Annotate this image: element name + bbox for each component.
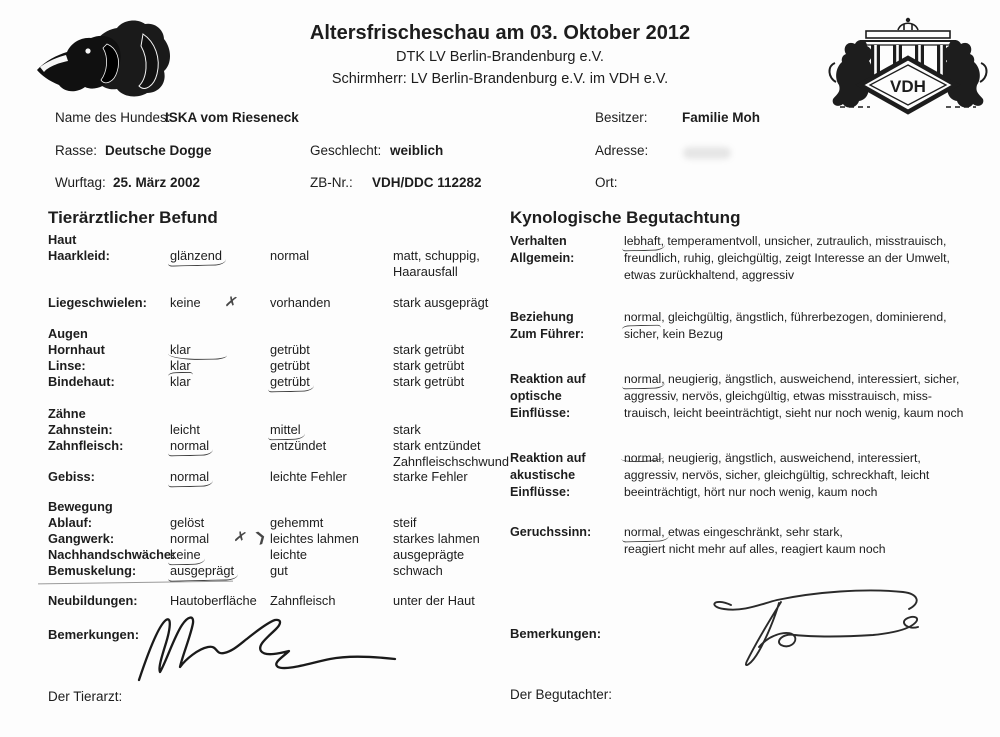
wurftag-value: 25. März 2002 [113, 175, 201, 190]
handwritten-x-mark: ✗ [223, 292, 240, 313]
name-label: Name des Hundes: [55, 110, 171, 125]
option-cell: leichte Fehler [270, 469, 347, 484]
text-segment: kein Bezug [659, 327, 723, 342]
option-cell: starke Fehler [393, 469, 468, 484]
entry-label: Verhalten [510, 234, 567, 248]
option-cell: normal [170, 469, 210, 484]
befund-row-gangwerk [48, 527, 510, 548]
entry-label: Einflüsse: [510, 485, 571, 499]
bemerkungen-label: Bemerkungen: [48, 627, 140, 642]
option-cell: stark getrübt [393, 374, 465, 389]
geschlecht-label: Geschlecht: [310, 143, 382, 158]
befund-row-gebiss [48, 469, 510, 485]
option-cell: getrübt [270, 342, 310, 357]
befund-row-neubildungen [48, 593, 510, 609]
entry-text-line [624, 233, 990, 250]
option-cell: stark entzündet Zahnfleischschwund [393, 438, 509, 469]
befund-row-bemuskelung [48, 563, 510, 579]
option-cell: klar [170, 374, 191, 389]
option-cell: leichtes lahmen [270, 531, 359, 546]
marked-word: sicher, [624, 327, 660, 342]
befund-row-zahnfleisch [48, 438, 510, 469]
text-segment: , neugierig, ängstlich, ausweichend, interessiert, sicher, [661, 372, 960, 386]
entry-text-line: etwas zurückhaltend, aggressiv [624, 268, 795, 283]
begutachter-label: Der Begutachter: [510, 687, 613, 702]
befund-row-zahnstein [48, 422, 510, 438]
befund-row-haarkleid [48, 248, 510, 279]
option-cell: entzündet [270, 438, 327, 453]
heading-zaehne: Zähne [48, 406, 86, 421]
name-value: ISKA vom Rieseneck [165, 110, 299, 125]
text-segment: , neugierig, ängstlich, ausweichend, interessiert, [661, 451, 921, 465]
option-cell: ausgeprägte [393, 547, 465, 562]
entry-text-line [624, 524, 990, 541]
row-label: Haarkleid: [48, 248, 110, 263]
begutachtung-title: Kynologische Begutachtung [510, 208, 741, 227]
option-cell: gehemmt [270, 515, 324, 530]
entry-label: akustische [510, 468, 576, 482]
row-label: Ablauf: [48, 515, 93, 530]
rasse-label: Rasse: [55, 143, 98, 158]
document-title: Altersfrischeschau am 03. Oktober 2012 [309, 22, 691, 44]
befund-row-bindehaut [48, 374, 510, 390]
befund-row-ablauf [48, 515, 510, 531]
befund-row-linse [48, 358, 510, 374]
befund-title: Tierärztlicher Befund [48, 208, 218, 227]
option-cell: stark ausgeprägt [393, 295, 489, 310]
begutachter-signature [665, 575, 955, 670]
befund-row-nachhandschwaeche [48, 547, 510, 563]
option-cell: gut [270, 563, 288, 578]
zbnr-value: VDH/DDC 112282 [372, 175, 482, 190]
row-label: Gangwerk: [48, 531, 115, 546]
entry-text-line: trauisch, leicht beeinträchtigt, sieht nur noch wenig, kaum noch [624, 406, 964, 421]
wurftag-label: Wurftag: [55, 175, 106, 190]
document-subtitle-2: Schirmherr: LV Berlin-Brandenburg e.V. im VDH e.V. [331, 71, 669, 87]
besitzer-value: Familie Moh [682, 110, 761, 125]
entry-label: Geruchssinn: [510, 525, 592, 539]
row-label: Zahnstein: [48, 422, 113, 437]
entry-geruchssinn [510, 524, 990, 558]
option-cell: getrübt [270, 358, 310, 373]
row-label: Neubildungen: [48, 593, 138, 608]
entry-verhalten [510, 233, 990, 285]
option-cell: ausgeprägt [170, 563, 235, 578]
row-label: Gebiss: [48, 469, 95, 484]
option-cell: starkes lahmen [393, 531, 480, 546]
entry-text-line: freundlich, ruhig, gleichgültig, zeigt Interesse an der Umwelt, [624, 251, 950, 266]
option-cell: keine [170, 547, 201, 562]
heading-augen: Augen [48, 326, 88, 341]
entry-optische-einfluesse [510, 371, 990, 423]
text-segment: etwas eingeschränkt, sehr stark, [664, 525, 843, 539]
befund-row-hornhaut [48, 342, 510, 358]
option-cell: keine [170, 295, 201, 310]
entry-label: Allgemein: [510, 251, 575, 265]
entry-label: Zum Führer: [510, 327, 585, 341]
option-cell: leicht [170, 422, 200, 437]
option-cell: unter der Haut [393, 593, 475, 608]
option-cell: mittel [270, 422, 301, 437]
row-label: Nachhandschwäche: [48, 547, 176, 562]
handwritten-arrow-mark: ❯ [252, 527, 268, 546]
row-label: Linse: [48, 358, 86, 373]
entry-text-line [624, 450, 990, 467]
option-cell: getrübt [270, 374, 310, 389]
option-cell: stark getrübt [393, 342, 465, 357]
option-cell: normal [170, 531, 210, 546]
option-cell: Zahnfleisch [270, 593, 336, 608]
option-cell: Hautoberfläche [170, 593, 257, 608]
option-cell: glänzend [170, 248, 222, 263]
row-label: Hornhaut [48, 342, 105, 357]
entry-akustische-einfluesse [510, 450, 990, 502]
entry-text-line [624, 326, 990, 343]
entry-label: Reaktion auf [510, 451, 586, 465]
option-cell: klar [170, 342, 191, 357]
zbnr-label: ZB-Nr.: [310, 175, 353, 190]
entry-beziehung [510, 309, 990, 343]
marked-word: normal [624, 372, 662, 386]
option-cell: vorhanden [270, 295, 331, 310]
geschlecht-value: weiblich [390, 143, 444, 158]
option-cell: matt, schuppig, Haarausfall [393, 248, 480, 279]
document-header [0, 20, 1000, 90]
text-segment: , temperamentvoll, unsicher, zutraulich, misstrauisch, [660, 234, 947, 248]
tierarzt-signature [125, 610, 405, 682]
heading-haut: Haut [48, 232, 77, 247]
option-cell: steif [393, 515, 417, 530]
tierarzt-label: Der Tierarzt: [48, 689, 123, 704]
row-label: Liegeschwielen: [48, 295, 147, 310]
marked-word: normal, [624, 525, 665, 539]
option-cell: klar [170, 358, 191, 373]
ort-label: Ort: [595, 175, 618, 190]
entry-text-line: aggressiv, nervös, sicher, gleichgültig, schreckhaft, leicht [624, 468, 930, 483]
option-cell: normal [170, 438, 210, 453]
option-cell: stark [393, 422, 421, 437]
bemerkungen-label: Bemerkungen: [510, 626, 602, 641]
entry-text-line: normal, gleichgültig, ängstlich, führerbezogen, dominierend, [624, 310, 947, 324]
entry-label: optische Einflüsse: [510, 389, 571, 420]
rasse-value: Deutsche Dogge [105, 143, 212, 158]
entry-text-line: reagiert nicht mehr auf alles, reagiert kaum noch [624, 542, 886, 557]
entry-label: Reaktion auf [510, 372, 586, 386]
marked-word: lebhaft [624, 234, 661, 248]
marked-word: normal [624, 451, 662, 465]
option-cell: gelöst [170, 515, 205, 530]
adresse-label: Adresse: [595, 143, 649, 158]
row-label: Bindehaut: [48, 374, 115, 389]
entry-text-line [624, 371, 990, 388]
handwritten-x-mark: ✗ [232, 527, 249, 548]
row-label: Bemuskelung: [48, 563, 137, 578]
entry-text-line: aggressiv, nervös, gleichgültig, etwas misstrauisch, miss- [624, 389, 932, 404]
option-cell: normal [270, 248, 310, 263]
row-label: Zahnfleisch: [48, 438, 124, 453]
option-cell: schwach [393, 563, 443, 578]
redacted-address-smudge [683, 147, 731, 159]
entry-text-line: beeinträchtigt, hört nur noch wenig, kaum noch [624, 485, 878, 500]
entry-label: Beziehung [510, 310, 574, 324]
vdh-logo-text: VDH [890, 77, 926, 96]
option-cell: leichte [270, 547, 307, 562]
option-cell: stark getrübt [393, 358, 465, 373]
befund-row-liegeschwielen [48, 292, 510, 313]
document-subtitle-1: DTK LV Berlin-Brandenburg e.V. [396, 49, 604, 65]
heading-bewegung: Bewegung [48, 499, 113, 514]
besitzer-label: Besitzer: [595, 110, 648, 125]
